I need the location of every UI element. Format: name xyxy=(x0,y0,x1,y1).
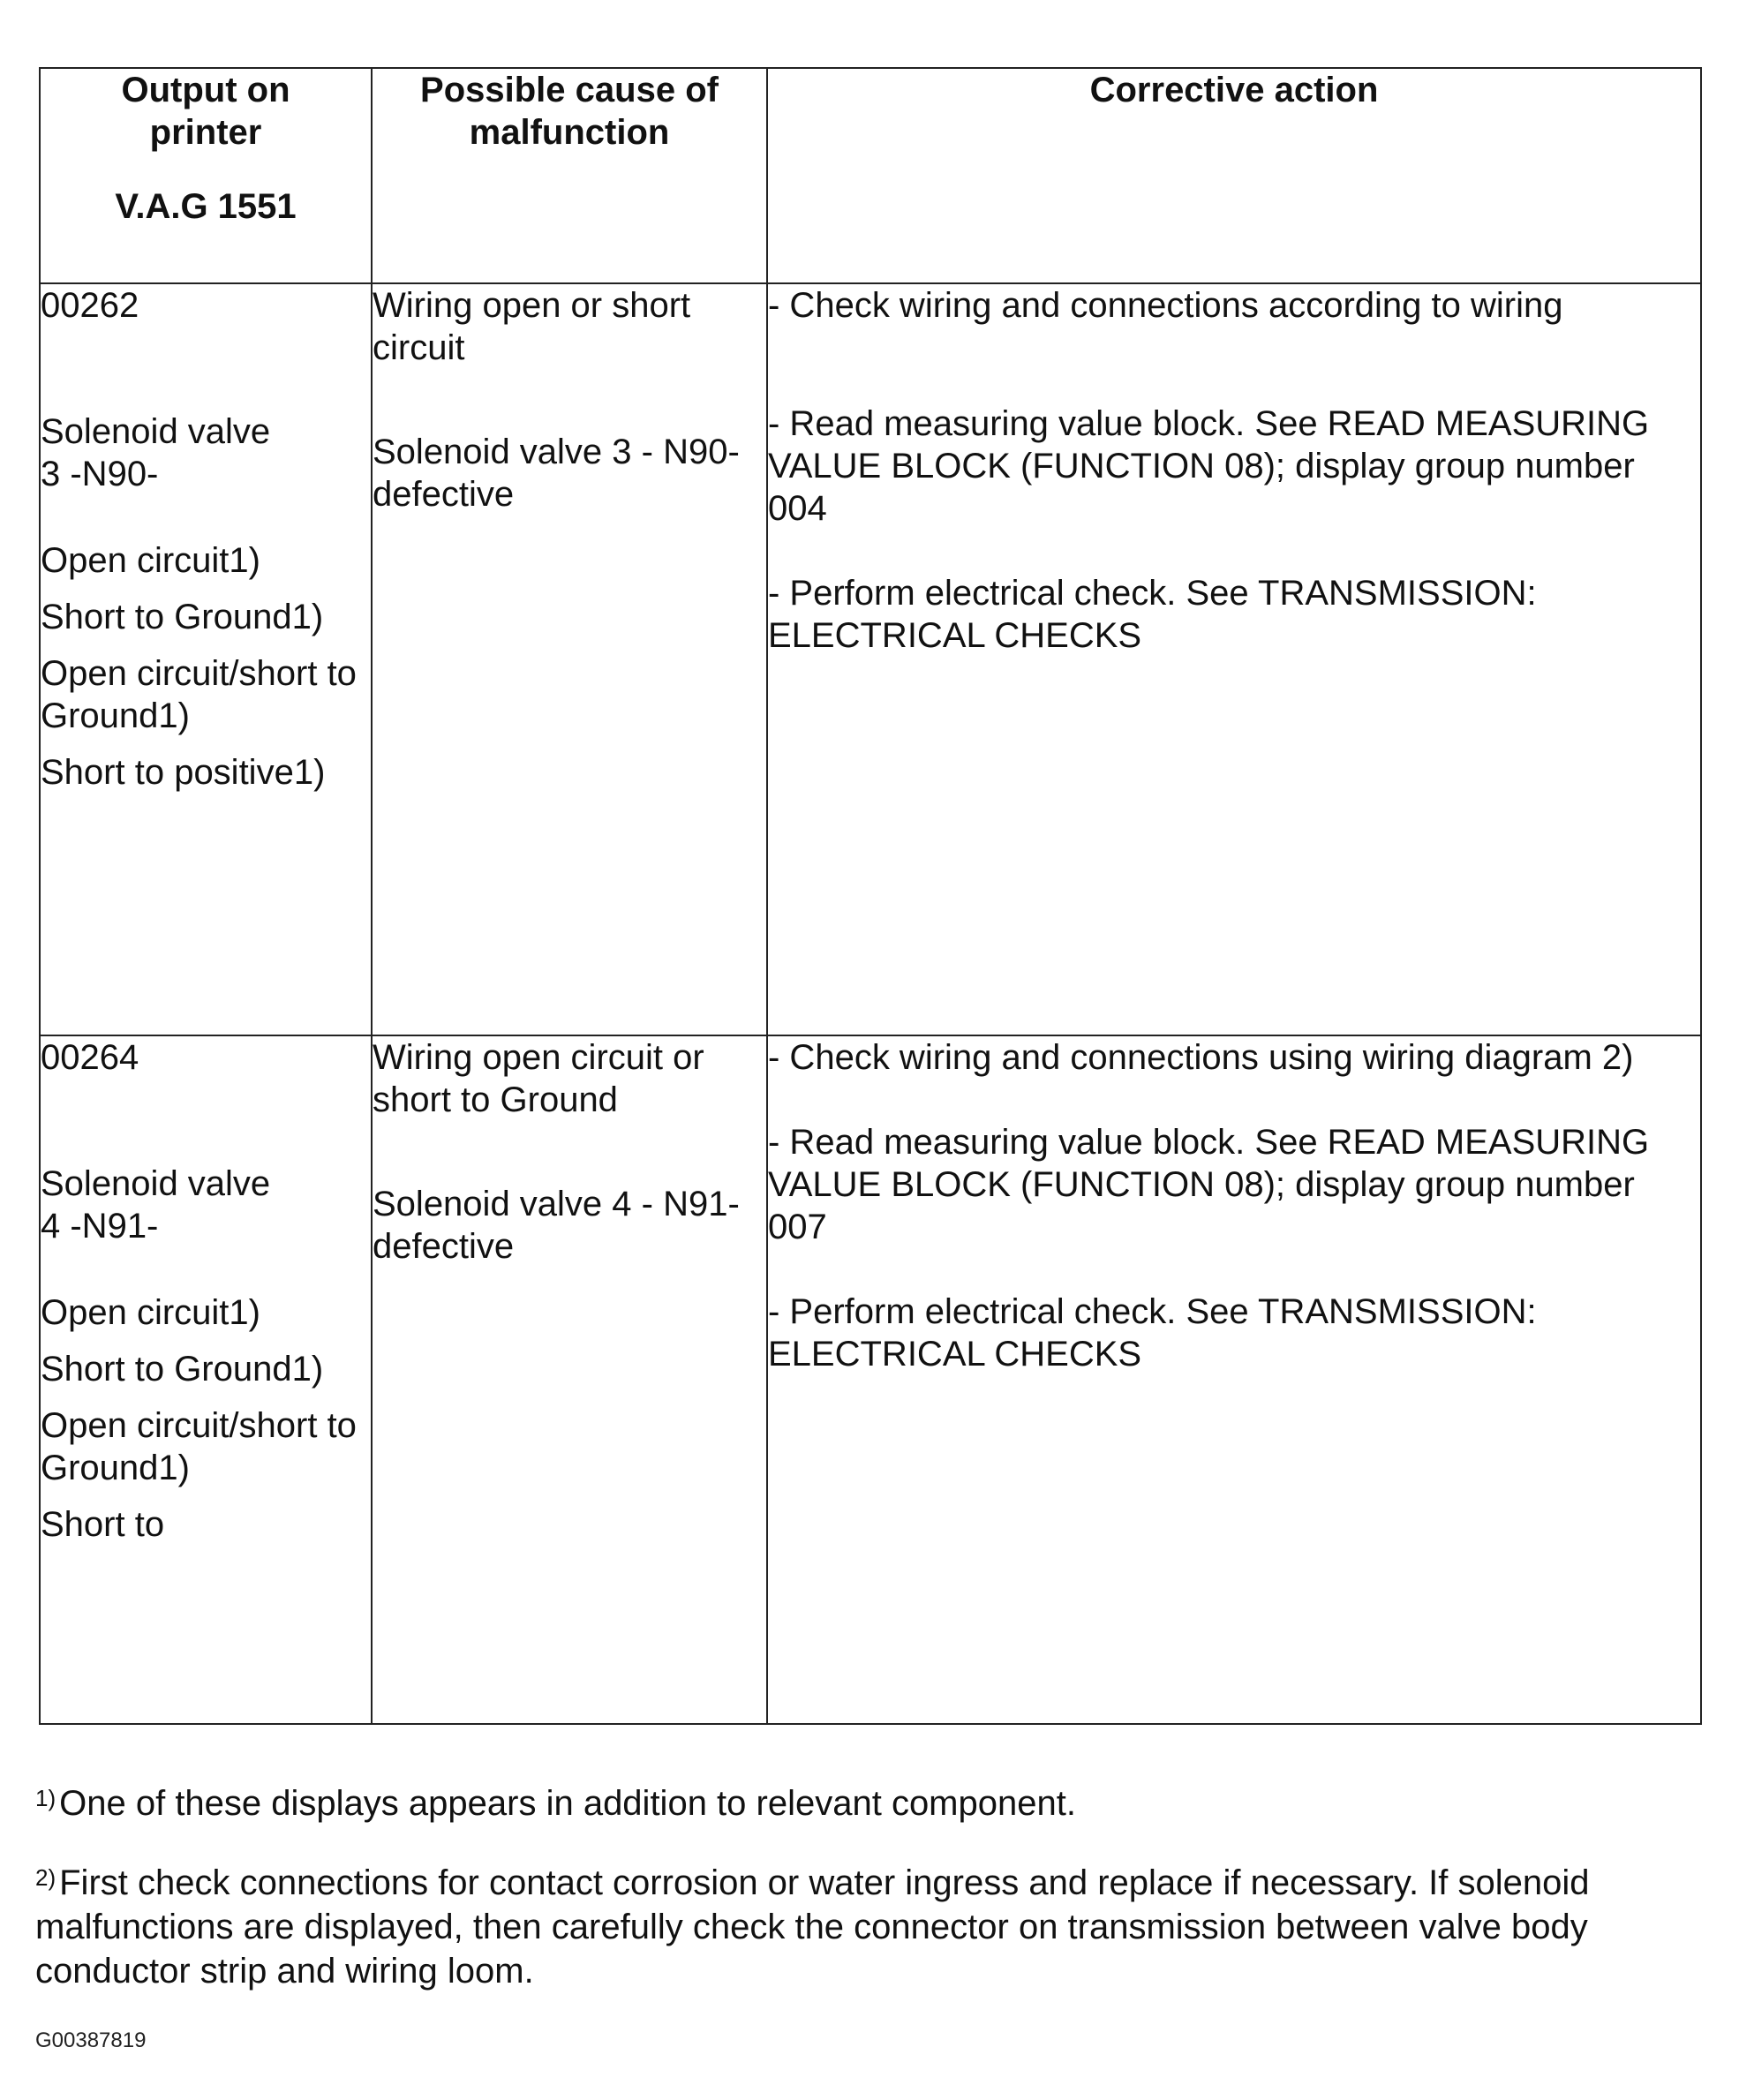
action-item: - Read measuring value block. See READ MEASURING VALUE BLOCK (FUNCTION 08); display group number 007 xyxy=(768,1123,1650,1246)
cause-item: Solenoid valve 4 - N91- defective xyxy=(373,1185,740,1266)
action-item: - Check wiring and connections using wiring diagram 2) xyxy=(768,1038,1634,1077)
display-item: Open circuit/short to Ground1) xyxy=(41,1406,357,1487)
component-line1: Solenoid valve xyxy=(41,412,271,451)
diagnostic-table xyxy=(39,67,1702,1725)
header-output-line2: printer xyxy=(149,113,262,152)
cause-cell xyxy=(372,283,767,1035)
cause-item: Solenoid valve 3 - N90- defective xyxy=(373,433,740,514)
footnote-2 xyxy=(35,1861,1695,1993)
fault-code: 00262 xyxy=(41,286,139,325)
footnote-1 xyxy=(35,1781,1695,1825)
footnote-text: First check connections for contact corrosion or water ingress and replace if necessary. If solenoid malfunctions are displayed, then carefully check the connector on transmission between valve body conductor strip and wiring loom. xyxy=(35,1863,1590,1991)
header-output-on-printer xyxy=(40,68,372,283)
component-line1: Solenoid valve xyxy=(41,1164,271,1203)
display-item: Open circuit1) xyxy=(41,1293,260,1332)
component-line2: 3 -N90- xyxy=(41,455,159,493)
cause-cell xyxy=(372,1035,767,1724)
display-item: Short to Ground1) xyxy=(41,598,324,636)
footnote-marker: 2) xyxy=(35,1864,56,1891)
component-name xyxy=(41,1163,371,1247)
component-line2: 4 -N91- xyxy=(41,1207,159,1246)
fault-code: 00264 xyxy=(41,1038,139,1077)
action-item: - Read measuring value block. See READ MEASURING VALUE BLOCK (FUNCTION 08); display group number 004 xyxy=(768,404,1650,528)
output-cell xyxy=(40,1035,372,1724)
component-name xyxy=(41,410,371,495)
footnote-marker: 1) xyxy=(35,1785,56,1811)
display-item: Open circuit1) xyxy=(41,541,260,580)
action-item: - Check wiring and connections according to wiring xyxy=(768,286,1563,325)
header-action-label: Corrective action xyxy=(1089,71,1379,109)
display-item: Short to Ground1) xyxy=(41,1350,324,1389)
action-cell xyxy=(767,1035,1701,1724)
action-item: - Perform electrical check. See TRANSMISSION: ELECTRICAL CHECKS xyxy=(768,1292,1537,1374)
footnotes xyxy=(35,1781,1695,2028)
display-item: Open circuit/short to Ground1) xyxy=(41,654,357,735)
action-cell xyxy=(767,283,1701,1035)
display-item: Short to xyxy=(41,1505,165,1544)
header-output-line1: Output on xyxy=(121,71,290,109)
cause-item: Wiring open or short circuit xyxy=(373,286,691,367)
footnote-text: One of these displays appears in addition to relevant component. xyxy=(59,1784,1076,1823)
cause-item: Wiring open circuit or short to Ground xyxy=(373,1038,704,1119)
display-item: Short to positive1) xyxy=(41,753,326,792)
header-cause-line2: malfunction xyxy=(469,113,670,152)
table-row xyxy=(40,1035,1701,1724)
header-output-model: V.A.G 1551 xyxy=(115,187,297,226)
document-id: G00387819 xyxy=(35,2028,147,2052)
action-item: - Perform electrical check. See TRANSMISSION: ELECTRICAL CHECKS xyxy=(768,574,1537,655)
header-corrective-action xyxy=(767,68,1701,283)
output-cell xyxy=(40,283,372,1035)
header-cause-line1: Possible cause of xyxy=(420,71,719,109)
header-row xyxy=(40,68,1701,283)
table-row xyxy=(40,283,1701,1035)
header-possible-cause xyxy=(372,68,767,283)
